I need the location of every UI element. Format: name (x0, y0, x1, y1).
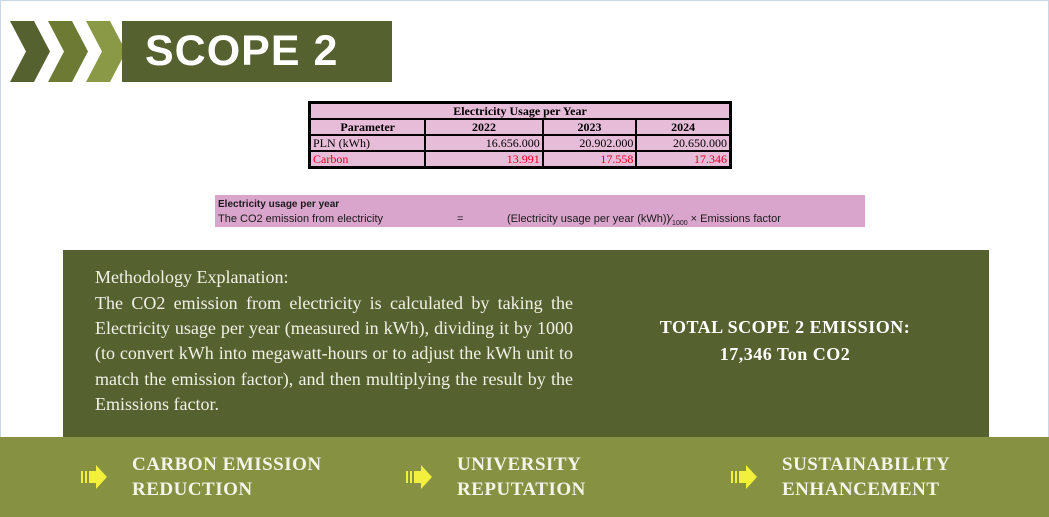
benefit-label-line2: REDUCTION (132, 479, 253, 500)
arrow-right-icon (731, 465, 757, 489)
methodology-body: The CO2 emission from electricity is calculated by taking the Electricity usage per year (measured in kWh), dividing it by 1000 (to convert kWh into megawatt-hours or to adjust the kWh unit to match the emission factor), and then multiplying the result by the Emissions factor. (95, 293, 573, 414)
benefit-label (132, 452, 352, 502)
benefit-label-line2: REPUTATION (457, 479, 586, 500)
arrow-right-icon (81, 465, 107, 489)
chevrons-icon (10, 21, 130, 82)
benefit-label (457, 452, 677, 502)
electricity-usage-table (308, 101, 732, 169)
table-cell: 20.902.000 (543, 135, 637, 151)
column-header: 2022 (425, 119, 542, 135)
table-cell: 17.346 (636, 151, 730, 168)
benefit-label-line1: CARBON EMISSION (132, 454, 322, 475)
formula-numerator: (Electricity usage per year (kWh))⁄ (507, 213, 673, 225)
table-header-row (310, 119, 731, 135)
total-emission-label: TOTAL SCOPE 2 EMISSION: (659, 317, 911, 337)
page-title: SCOPE 2 (145, 27, 339, 75)
table-row (310, 135, 731, 151)
benefit-label (782, 452, 1002, 502)
formula-title: Electricity usage per year (218, 199, 340, 210)
table-cell: 17.558 (543, 151, 637, 168)
formula-strip (215, 195, 865, 227)
table-caption: Electricity Usage per Year (310, 103, 731, 120)
formula-left: The CO2 emission from electricity (218, 213, 384, 225)
column-header: 2024 (636, 119, 730, 135)
table-cell: 20.650.000 (636, 135, 730, 151)
column-header: Parameter (310, 119, 426, 135)
formula-equals: = (457, 213, 464, 225)
row-parameter: PLN (kWh) (310, 135, 426, 151)
formula-right (507, 213, 781, 227)
formula-divisor: 1000 (672, 220, 688, 228)
benefit-label-line1: UNIVERSITY (457, 454, 582, 475)
table-cell: 16.656.000 (425, 135, 542, 151)
table-row (310, 151, 731, 168)
total-emission-value: 17,346 Ton CO2 (719, 344, 851, 364)
column-header: 2023 (543, 119, 637, 135)
row-parameter: Carbon (310, 151, 426, 168)
arrow-right-icon (406, 465, 432, 489)
benefit-label-line2: ENHANCEMENT (782, 479, 940, 500)
benefit-label-line1: SUSTAINABILITY (782, 454, 951, 475)
formula-factor: × Emissions factor (687, 213, 781, 225)
table-cell: 13.991 (425, 151, 542, 168)
methodology-heading: Methodology Explanation: (95, 267, 289, 287)
